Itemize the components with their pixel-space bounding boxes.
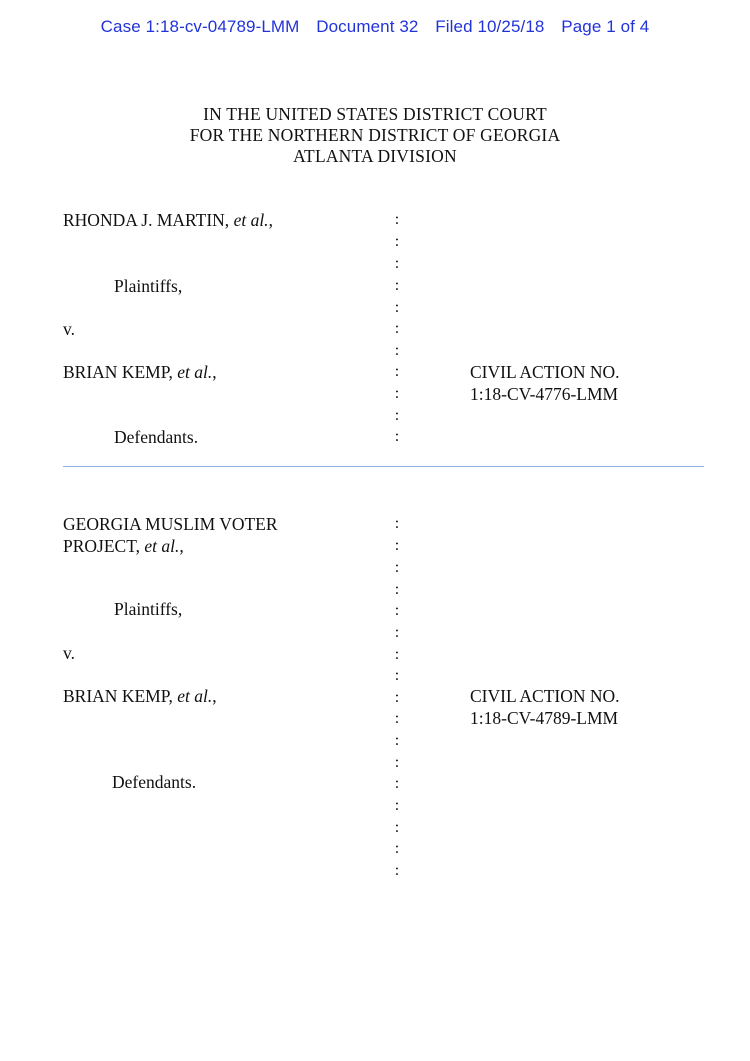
page-count: Page 1 of 4 xyxy=(561,17,650,36)
caption2-civil-action-label: CIVIL ACTION NO. xyxy=(470,686,620,706)
ecf-header-stamp xyxy=(0,17,750,37)
court-division-line: ATLANTA DIVISION xyxy=(293,146,457,166)
court-name-line: IN THE UNITED STATES DISTRICT COURT xyxy=(203,104,547,124)
caption2-plaintiff-line2: PROJECT, et al., xyxy=(63,536,184,556)
caption1-civil-action-number: 1:18-CV-4776-LMM xyxy=(470,384,619,404)
caption1-defendants-label: Defendants. xyxy=(114,427,199,447)
caption2-defendant: BRIAN KEMP, et al., xyxy=(63,686,217,706)
court-district-line: FOR THE NORTHERN DISTRICT OF GEORGIA xyxy=(189,125,561,145)
caption1-plaintiffs-label: Plaintiffs, xyxy=(114,276,183,296)
caption1-versus: v. xyxy=(63,319,75,339)
caption2-civil-action-number: 1:18-CV-4789-LMM xyxy=(470,708,619,728)
filed-date: Filed 10/25/18 xyxy=(435,17,545,36)
caption-divider-line xyxy=(63,466,704,467)
caption2-plaintiffs-label: Plaintiffs, xyxy=(114,599,183,619)
caption2-plaintiff-line1: GEORGIA MUSLIM VOTER xyxy=(63,514,278,534)
caption2-versus: v. xyxy=(63,643,75,663)
caption2-defendants-label: Defendants. xyxy=(112,772,197,792)
document-number: Document 32 xyxy=(316,17,419,36)
court-heading xyxy=(0,104,750,167)
caption1-plaintiff: RHONDA J. MARTIN, et al., xyxy=(63,210,273,230)
caption1-civil-action-label: CIVIL ACTION NO. xyxy=(470,362,620,382)
caption1-defendant: BRIAN KEMP, et al., xyxy=(63,362,217,382)
case-number: Case 1:18-cv-04789-LMM xyxy=(100,17,300,36)
